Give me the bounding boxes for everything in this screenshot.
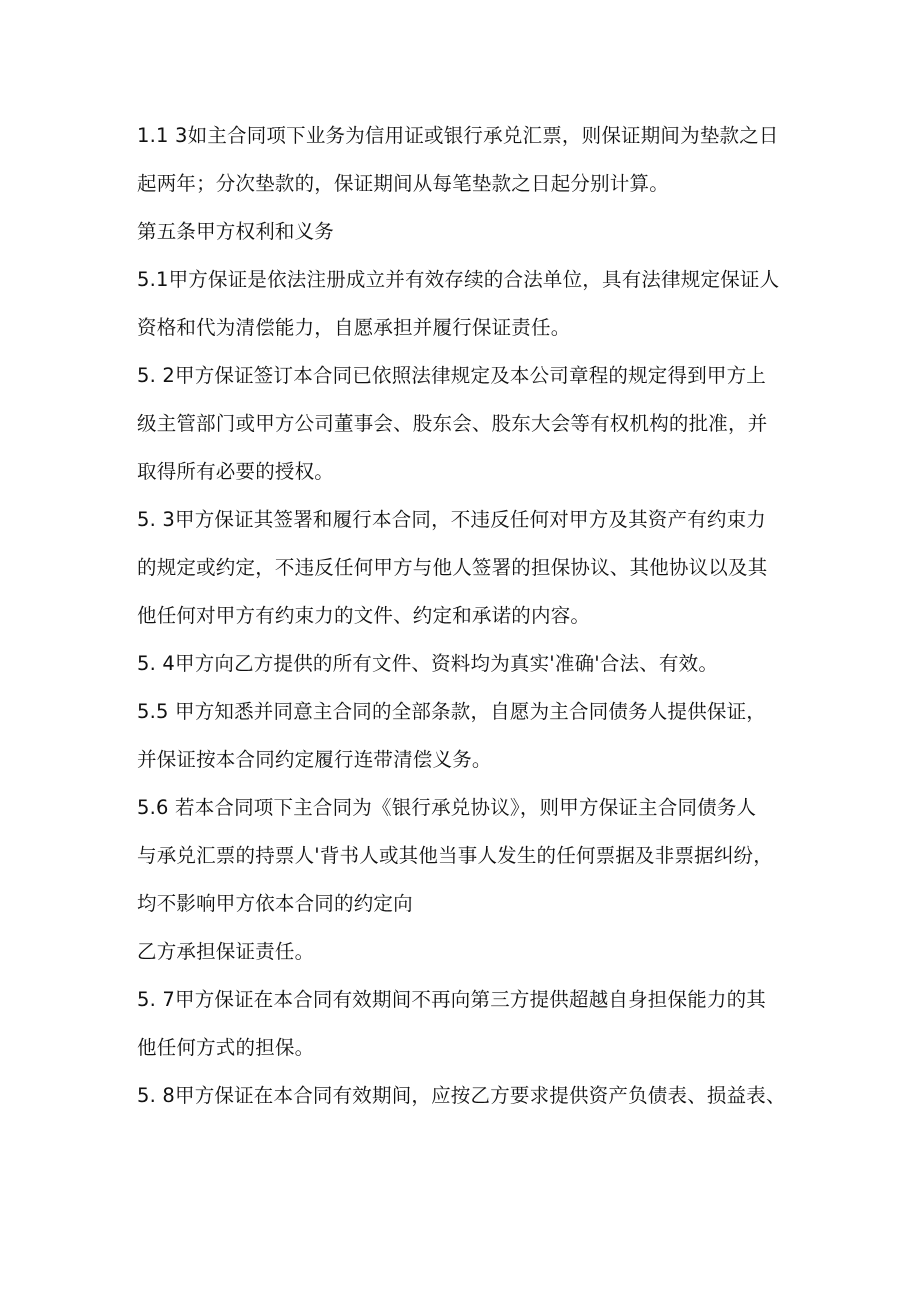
text-line: 级主管部门或甲方公司董事会、股东会、股东大会等有权机构的批准，并: [137, 412, 768, 435]
text-line: 5.6 若本合同项下主合同为《银行承兑协议》，则甲方保证主合同债务人: [137, 796, 757, 819]
text-line: 5. 8甲方保证在本合同有效期间，应按乙方要求提供资产负债表、损益表、: [137, 1084, 786, 1107]
text-line: 乙方承担保证责任。: [137, 940, 315, 963]
text-line: 5. 2甲方保证签订本合同已依照法律规定及本公司章程的规定得到甲方上: [137, 364, 767, 387]
text-line: 5. 4甲方向乙方提供的所有文件、资料均为真实'准确'合法、有效。: [137, 652, 719, 675]
text-line: 均不影响甲方依本合同的约定向: [137, 892, 413, 915]
text-line: 5. 7甲方保证在本合同有效期间不再向第三方提供超越自身担保能力的其: [137, 988, 767, 1011]
text-line: 5.1甲方保证是依法注册成立并有效存续的合法单位，具有法律规定保证人: [137, 268, 780, 291]
text-line: 5.5 甲方知悉并同意主合同的全部条款，自愿为主合同债务人提供保证，: [137, 700, 767, 723]
text-line: 取得所有必要的授权。: [137, 460, 335, 483]
text-line: 他任何对甲方有约束力的文件、约定和承诺的内容。: [137, 604, 591, 627]
text-line: 的规定或约定，不违反任何甲方与他人签署的担保协议、其他协议以及其: [137, 556, 768, 579]
text-line: 他任何方式的担保。: [137, 1036, 315, 1059]
document-body: [137, 112, 797, 1120]
text-line: 资格和代为清偿能力，自愿承担并履行保证责任。: [137, 316, 571, 339]
text-line: 起两年；分次垫款的，保证期间从每笔垫款之日起分别计算。: [137, 172, 669, 195]
text-line: 与承兑汇票的持票人'背书人或其他当事人发生的任何票据及非票据纠纷，: [137, 844, 773, 867]
section-heading: 第五条甲方权利和义务: [137, 220, 335, 243]
text-line: 1.1 3如主合同项下业务为信用证或银行承兑汇票，则保证期间为垫款之日: [137, 124, 779, 147]
text-line: 并保证按本合同约定履行连带清偿义务。: [137, 748, 492, 771]
text-line: 5. 3甲方保证其签署和履行本合同，不违反任何对甲方及其资产有约束力: [137, 508, 767, 531]
